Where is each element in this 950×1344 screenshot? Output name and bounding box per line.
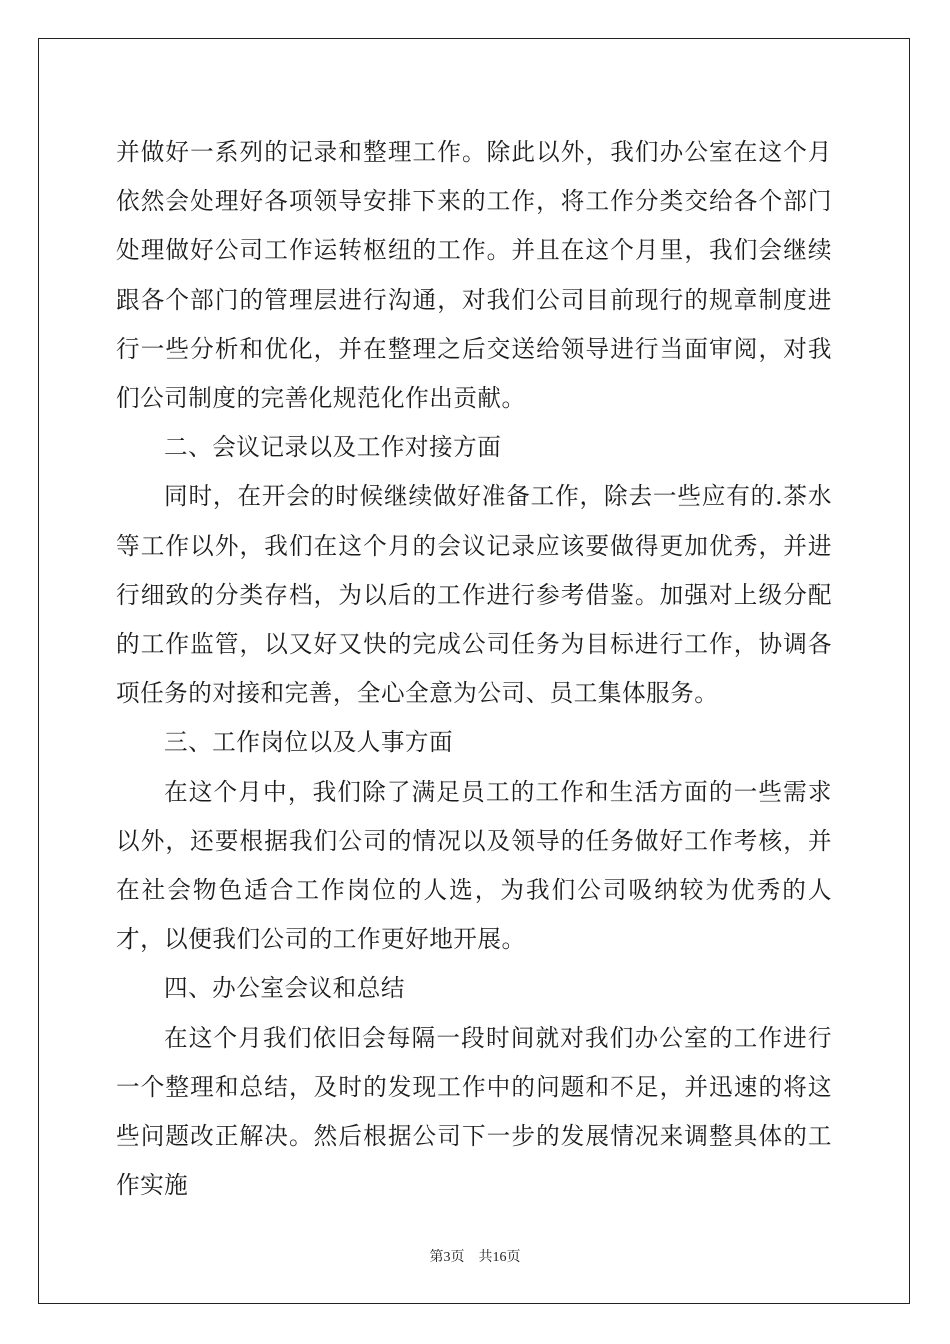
section-heading-summary: 四、办公室会议和总结 <box>164 974 405 1003</box>
section-heading-personnel: 三、工作岗位以及人事方面 <box>164 728 454 757</box>
document-body <box>116 128 832 1210</box>
page-total: 共16页 <box>478 1250 521 1265</box>
paragraph-personnel: 在这个月中，我们除了满足员工的工作和生活方面的一些需求以外，还要根据我们公司的情况以及领导的任务做好工作考核，并在社会物色适合工作岗位的人选，为我们公司吸纳较为优秀的人才，以便我们公司的工作更好地开展。 <box>116 777 832 954</box>
paragraph-meeting: 同时，在开会的时候继续做好准备工作，除去一些应有的.茶水等工作以外，我们在这个月的会议记录应该要做得更加优秀，并进行细致的分类存档，为以后的工作进行参考借鉴。加强对上级分配的工作监管，以又好又快的完成公司任务为目标进行工作，协调各项任务的对接和完善，全心全意为公司、员工集体服务。 <box>116 482 832 708</box>
paragraph-continuation: 并做好一系列的记录和整理工作。除此以外，我们办公室在这个月依然会处理好各项领导安排下来的工作，将工作分类交给各个部门处理做好公司工作运转枢纽的工作。并且在这个月里，我们会继续跟各个部门的管理层进行沟通，对我们公司目前现行的规章制度进行一些分析和优化，并在整理之后交送给领导进行当面审阅，对我们公司制度的完善化规范化作出贡献。 <box>116 138 832 413</box>
paragraph-summary: 在这个月我们依旧会每隔一段时间就对我们办公室的工作进行一个整理和总结，及时的发现工作中的问题和不足，并迅速的将这些问题改正解决。然后根据公司下一步的发展情况来调整具体的工作实施 <box>116 1023 832 1200</box>
page-footer <box>0 1246 950 1266</box>
section-heading-meeting: 二、会议记录以及工作对接方面 <box>164 433 502 462</box>
page-number: 第3页 <box>429 1250 465 1265</box>
